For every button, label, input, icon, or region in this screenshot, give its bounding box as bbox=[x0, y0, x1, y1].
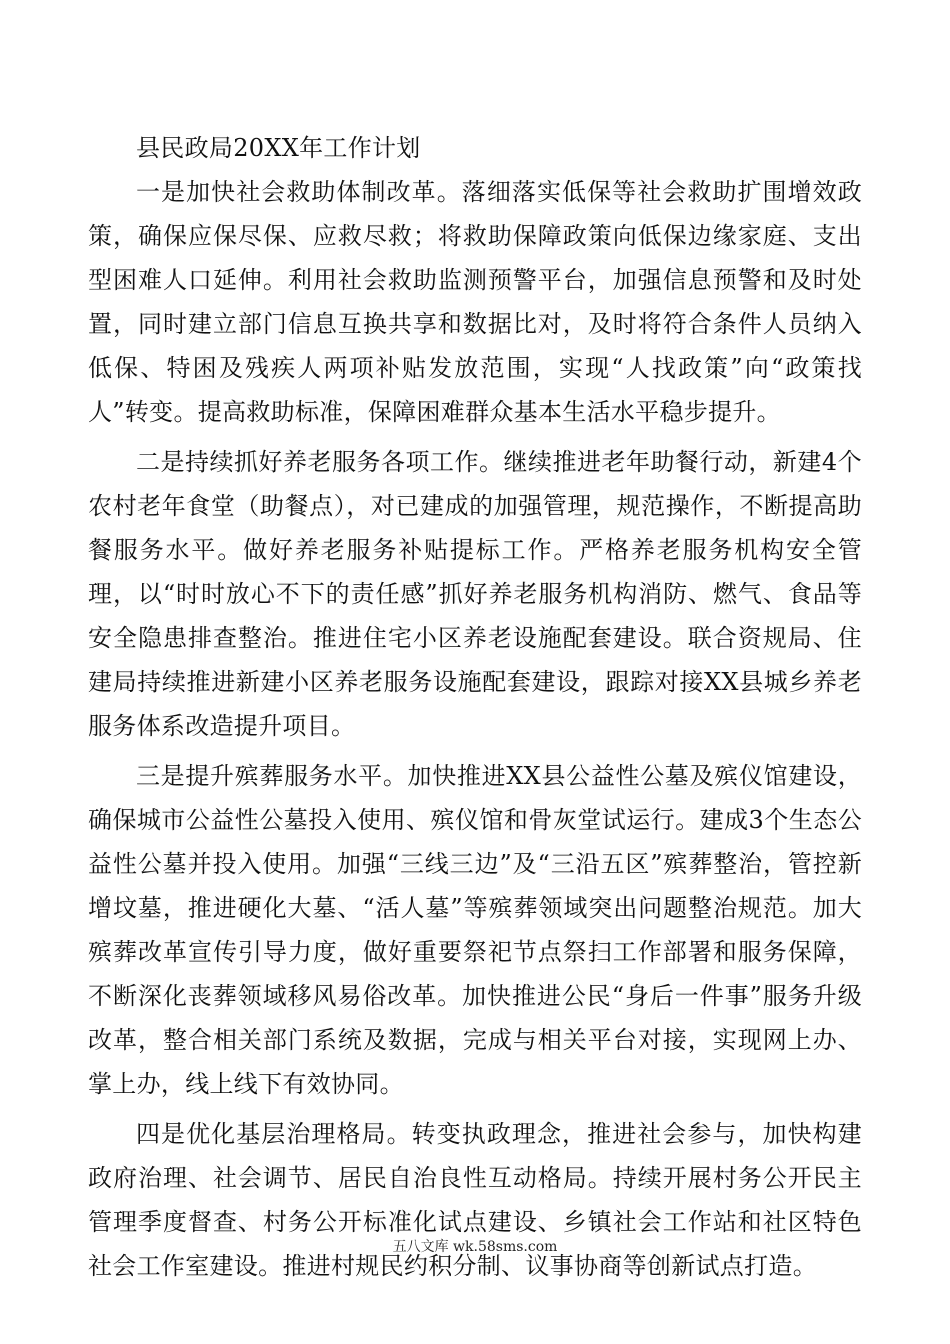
paragraph-social-assistance: 一是加快社会救助体制改革。落细落实低保等社会救助扩围增效政策，确保应保尽保、应救尽救；将救助保障政策向低保边缘家庭、支出型困难人口延伸。利用社会救助监测预警平台，加强信息预警和及时处置，同时建立部门信息互换共享和数据比对，及时将符合条件人员纳入低保、特困及残疾人两项补贴发放范围，实现“人找政策”向“政策找人”转变。提高救助标准，保障困难群众基本生活水平稳步提升。 bbox=[88, 178, 862, 426]
footer-watermark: 五八文库 wk.58sms.com bbox=[392, 1239, 558, 1255]
document-body bbox=[88, 126, 862, 1288]
paragraph-funeral-services: 三是提升殡葬服务水平。加快推进XX县公益性公墓及殡仪馆建设，确保城市公益性公墓投入使用、殡仪馆和骨灰堂试运行。建成3个生态公益性公墓并投入使用。加强“三线三边”及“三沿五区”殡葬整治，管控新增坟墓，推进硬化大墓、“活人墓”等殡葬领域突出问题整治规范。加大殡葬改革宣传引导力度，做好重要祭祀节点祭扫工作部署和服务保障，不断深化丧葬领域移风易俗改革。加快推进公民“身后一件事”服务升级改革，整合相关部门系统及数据，完成与相关平台对接，实现网上办、掌上办，线上线下有效协同。 bbox=[88, 762, 862, 1098]
document-title: 县民政局20XX年工作计划 bbox=[136, 134, 421, 162]
paragraph-grassroots-governance: 四是优化基层治理格局。转变执政理念，推进社会参与，加快构建政府治理、社会调节、居民自治良性互动格局。持续开展村务公开民主管理季度督查、村务公开标准化试点建设、乡镇社会工作站和社区特色社会工作室建设。推进村规民约积分制、议事协商等创新试点打造。 bbox=[88, 1120, 862, 1280]
paragraph-elderly-care: 二是持续抓好养老服务各项工作。继续推进老年助餐行动，新建4个农村老年食堂（助餐点），对已建成的加强管理，规范操作，不断提高助餐服务水平。做好养老服务补贴提标工作。严格养老服务机构安全管理，以“时时放心不下的责任感”抓好养老服务机构消防、燃气、食品等安全隐患排查整治。推进住宅小区养老设施配套建设。联合资规局、住建局持续推进新建小区养老服务设施配套建设，跟踪对接XX县城乡养老服务体系改造提升项目。 bbox=[88, 448, 862, 740]
